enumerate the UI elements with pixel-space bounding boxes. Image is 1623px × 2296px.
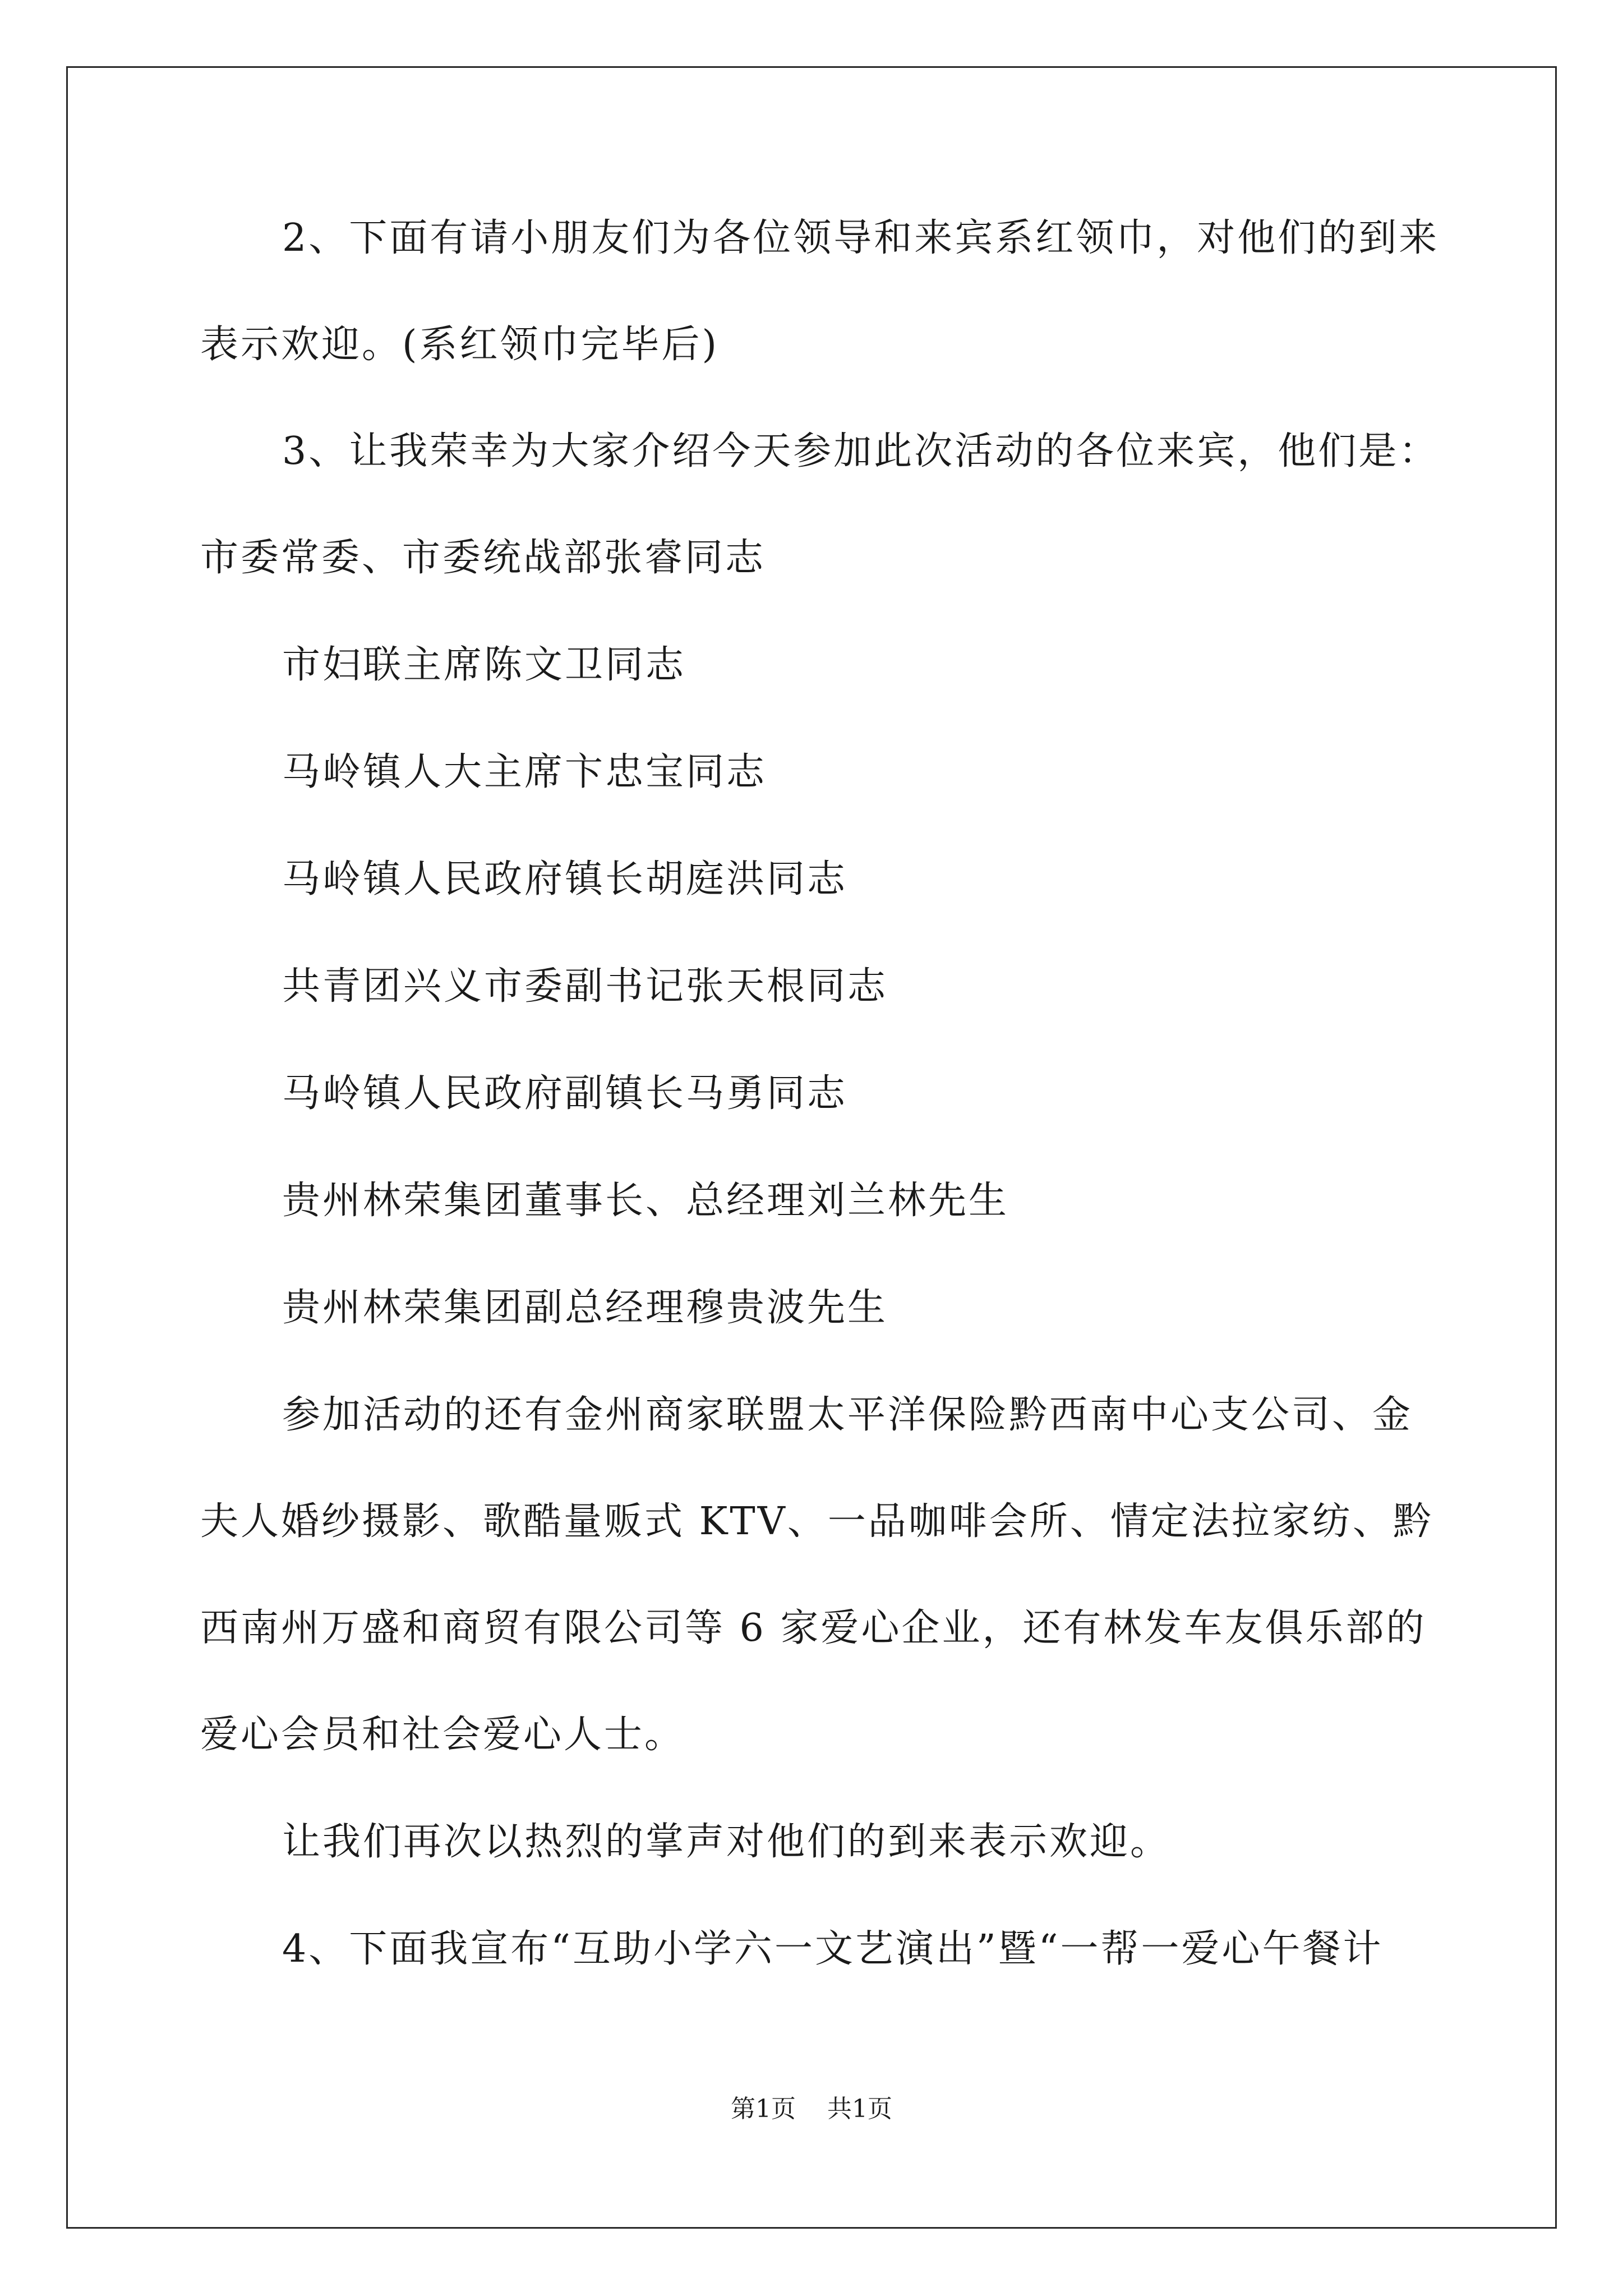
paragraph-line: 夫人婚纱摄影、歌酷量贩式 KTV、一品咖啡会所、情定法拉家纺、黔: [200, 1499, 1433, 1544]
paragraph-line: 参加活动的还有金州商家联盟太平洋保险黔西南中心支公司、金: [282, 1393, 1413, 1437]
document-body: [200, 216, 1440, 1972]
paragraph-line: 市委常委、市委统战部张睿同志: [200, 536, 766, 580]
paragraph-line: 爱心会员和社会爱心人士。: [200, 1713, 685, 1757]
guest-name-line: 马岭镇人大主席卞忠宝同志: [282, 750, 767, 794]
page-total: 共1页: [827, 2095, 892, 2123]
guest-name-line: 市妇联主席陈文卫同志: [282, 643, 686, 687]
paragraph-line: 西南州万盛和商贸有限公司等 6 家爱心企业，还有林发车友俱乐部的: [200, 1606, 1427, 1650]
guest-name-line: 马岭镇人民政府副镇长马勇同志: [282, 1071, 848, 1116]
paragraph-line: 表示欢迎。(系红领巾完毕后): [200, 323, 720, 367]
paragraph-line: 让我们再次以热烈的掌声对他们的到来表示欢迎。: [282, 1820, 1171, 1864]
paragraph-line: 3、让我荣幸为大家介绍今天参加此次活动的各位来宾，他们是：: [282, 429, 1440, 473]
page-number: 第1页: [731, 2095, 796, 2123]
paragraph-line: 2、下面有请小朋友们为各位领导和来宾系红领巾，对他们的到来: [282, 216, 1440, 260]
paragraph-line: 4、下面我宣布“互助小学六一文艺演出”暨“一帮一爱心午餐计: [282, 1927, 1384, 1971]
guest-name-line: 贵州林荣集团董事长、总经理刘兰林先生: [282, 1179, 1009, 1223]
page-footer: [0, 2095, 1623, 2123]
guest-name-line: 马岭镇人民政府镇长胡庭洪同志: [282, 857, 848, 901]
guest-name-line: 贵州林荣集团副总经理穆贵波先生: [282, 1286, 888, 1330]
guest-name-line: 共青团兴义市委副书记张天根同志: [282, 964, 888, 1009]
